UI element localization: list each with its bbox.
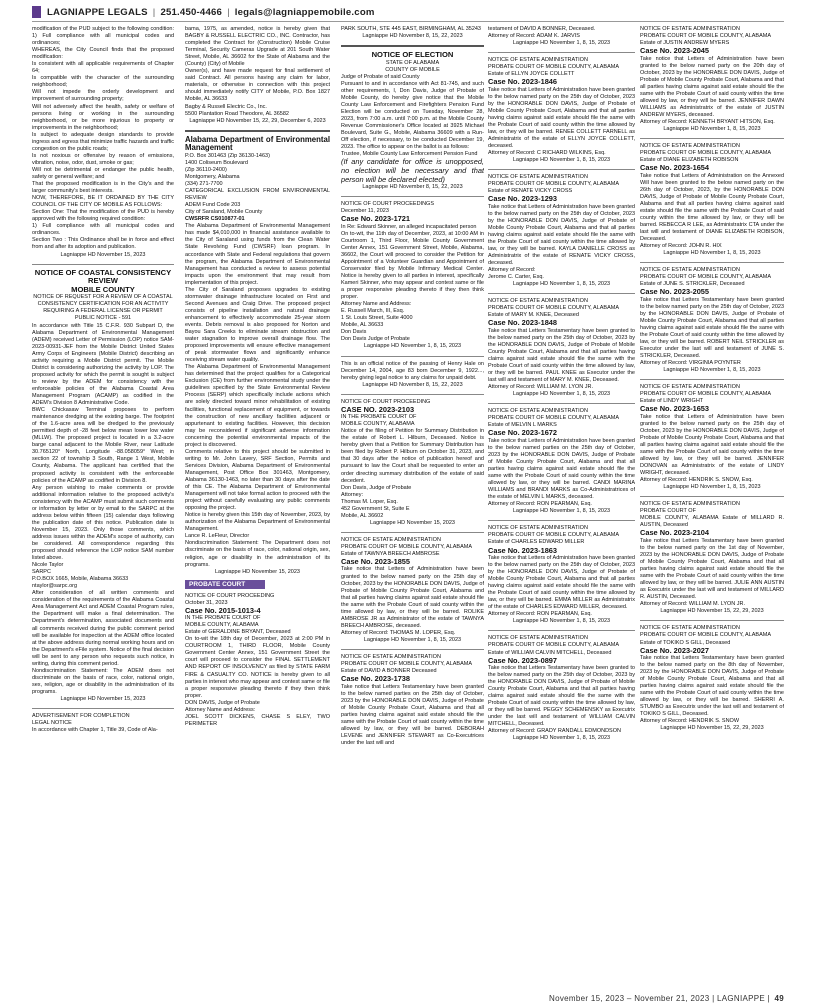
notice-text: December 11, 2023 — [341, 208, 389, 215]
notice-text: Don Davis Judge of Probate — [341, 336, 410, 343]
publication-line: Lagniappe HD November 1, 8, 15, 2023 — [512, 40, 611, 47]
page-header — [32, 4, 784, 20]
notice-divider — [341, 532, 484, 533]
case-number: CASE NO. 2023-2103 — [341, 404, 415, 414]
notice-text: DON DAVIS, Judge of Probate — [185, 699, 260, 706]
notice-text: (Zip 36110-2400) — [185, 166, 227, 173]
notice-text: Estate of LINDY WRIGHT — [640, 398, 704, 405]
notice-text: Estate of WILLIAM CALVIN MITCHELL, Deceased — [488, 649, 612, 656]
notice-subheading: COUNTY OF MOBILE — [385, 66, 440, 73]
notice-subheading: NOTICE OF REQUEST FOR A REVIEW OF A COASTAL CONSISTENCY CERTIFICATION FOR AN ACTIVITY REQUIRING A FEDERAL LICENSE OR PERMIT — [33, 294, 173, 315]
notice-text: Is subject to adequate design standards to provide ingress and egress that minimize traffic hazards and traffic congestion on the public roads; — [32, 131, 174, 152]
publication-line: Lagniappe HD November 1, 8, 15, 2023 — [512, 157, 611, 164]
notice-text: Take notice that Letters of Administration have been granted to the below named party on the 25th day of October, 2023 by the HONORABLE DON DAVIS, Judge of Probate of Mobile County Probate Court, Alabama and that all parties having claims against said estate should file the same with the Probate Court of said county within the time allowed by law, or they will be barred. RENEE COLLETT FARNELL as Administratrix of the estate of ELLYN JOYCE COLLETT, deceased. — [488, 86, 635, 150]
publication-line: Lagniappe HD November 1, 8, 15, 2023 — [512, 508, 611, 515]
header-rule — [32, 21, 784, 22]
notice-text: PROBATE COURT OF MOBILE COUNTY, ALABAMA — [640, 391, 772, 398]
publication-line: Lagniappe HD November 15, 2023 — [60, 696, 146, 702]
notice-divider — [32, 708, 174, 709]
notice-text: Attorney of Record: GRADY RANDALL EDMONDSON — [488, 728, 621, 735]
notice-text: Attorney of Record: WILLIAM M. LYON JR. — [640, 601, 746, 608]
notice-text: NOTICE OF ESTATE ADMINISTRATION — [640, 26, 740, 32]
notice-text: After consideration of all written comments and consideration of the requirements of the Alabama Coastal Area Management Act and ADEM Coastal Program rules, the Department will make a final determination. The Department's determination, associated documents and all comments received during the public comment period will be available for inspection at the ADEM office located at the above address during normal working hours and on the Department's eFile system. Notice of the final decision will be sent to any person who requests such notice, in writing, during this comment period. — [32, 590, 174, 667]
publication-line: Lagniappe HD November 1, 8, 15, 2023 — [363, 343, 462, 350]
notice-divider — [640, 620, 784, 621]
notice-divider — [32, 264, 174, 265]
notice-text: NOTICE OF COURT PROCEEDINGS — [341, 201, 435, 208]
notice-text: This is an official notice of the passing of Henry Hale on December 14, 2004, age 83 born December 9, 1922..., hereby giving legal notice to any claims for unpaid debt. — [341, 360, 484, 381]
notice-divider — [488, 52, 635, 53]
notice-text: (334) 271-7700 — [185, 181, 223, 188]
case-number: Case No. 2023-2055 — [640, 287, 710, 297]
notice-text: Lance R. LeFleur, Director — [185, 533, 250, 540]
notice-text: Attorney of Record: ADAM K. JARVIS — [488, 33, 580, 40]
notice-divider — [640, 496, 784, 497]
notice-text: Owner(s), and have made request for final settlement of said Contract. All persons having any claim for labor, materials, or otherwise in connection with this project should immediately notify CITY of Mobile, P.O. Box 1827 Mobile, AL 36633 — [185, 68, 330, 103]
notice-text: Attorney of Record: VIRGINIA POYNTER — [640, 360, 741, 367]
notice-text: NOTICE OF ESTATE ADMINISTRATION — [640, 267, 740, 274]
notice-heading: NOTICE OF COASTAL CONSISTENCY REVIEW — [34, 267, 172, 286]
notice-divider — [185, 130, 330, 132]
phone-number[interactable]: 251.450-4466 — [160, 6, 223, 18]
notice-text: Estate of DAVID A BONNER Deceased — [341, 668, 437, 675]
notice-text: City of Saraland, Mobile County — [185, 209, 263, 216]
notice-text: Trustee, Mobile County Law Enforcement Pension Fund — [341, 151, 478, 158]
notice-text: Estate of TOKIKO S GILL, Deceased — [640, 639, 731, 646]
notice-text: Take notice that Letters Testamentary have been granted to the below named party on the 25th day of October, 2023 by the HONORABLE DON DAVIS, Judge of Probate of Mobile County Probate Court, Alabama and that all parties having claims against said estate should file the same with the Probate Court of said county within the time allowed by law, or they will be barred. ROBERT NEIL STRICKLER as Executor under the last will and testament of JUNE S. STRICKLER, Deceased. — [640, 296, 784, 360]
notice-text: PROBATE COURT OF MOBILE COUNTY, ALABAMA — [488, 532, 620, 539]
notice-text: Attorney of Record: THOMAS M. LOPER, Esq. — [341, 629, 456, 636]
notice-subheading: STATE OF ALABAMA — [385, 59, 440, 66]
notice-text: Will not adversely affect the health, safety or welfare of persons living or working in the surrounding neighborhood, or be more injurious to property or improvements in the neighborhood; — [32, 103, 174, 131]
notice-text: On to-wit the 18th day of December, 2023 at 2:00 PM in COURTROOM 1, THIRD FLOOR, Mobile County Government Center Annex, 151 Government Street the court will proceed to consider the FINAL SETTLEMENT AND REPORT OF INSOLVENCY as filed by STATE FARM FIRE & CASUALTY CO. NOTICE is hereby given to all parties in interest who may appear and contest same or file a proper responsive pleading thereto if they then think proper. — [185, 636, 330, 699]
footer-publication: LAGNIAPPE — [717, 994, 766, 1003]
notice-code: CWSRFR CS010877-01 — [185, 216, 245, 223]
notice-heading: NOTICE OF ELECTION — [371, 50, 454, 60]
case-number: Case No. 2015-1013-4 — [185, 605, 261, 615]
notice-text: 1) Full compliance with all municipal codes and ordinances. — [32, 223, 174, 237]
header-color-block — [32, 6, 41, 18]
publication-line: Lagniappe HD November 1, 8, 15, 2023 — [363, 636, 462, 643]
column-1 — [32, 26, 174, 986]
notice-text: LEGAL NOTICE — [32, 720, 72, 727]
notice-text: NOTICE OF ESTATE ADMINISTRATION — [488, 635, 588, 642]
notice-text: Nondiscrimination Statement: The Department does not discriminate on the basis of race, color, national origin, sex, religion, age or disability in the administration of its programs. — [185, 540, 330, 568]
publication-line: Lagniappe HD November 8, 15, 22, 2023 — [362, 33, 463, 40]
case-number: Case No. 2023-1855 — [341, 557, 411, 567]
publication-line: Lagniappe HD November 1, 8, 15, 2023 — [512, 281, 611, 288]
notice-text: Attorney Name and Address: — [185, 706, 256, 713]
notice-text: PROBATE COURT OF MOBILE COUNTY, ALABAMA — [341, 543, 473, 550]
case-number: Case No. 2023-1654 — [640, 163, 710, 173]
notice-text: The Alabama Department of Environmental Management has determined that the project qualifies for a Categorical Exclusion (CE) from further environmental study under the guidelines specified by the State Environmental Review Process (SERP) which specifically include actions which are solely directed toward minor rehabilitation of existing facilities, functional replacement of equipment, or towards the construction of new ancillary facilities adjacent or appurtenant to existing facilities. However, this decision may be reconsidered if significant adverse information concerning the potential environmental impacts of the project is discovered. — [185, 364, 330, 448]
notice-text: NOTICE OF ESTATE ADMINISTRATION — [488, 525, 588, 532]
notice-text: Attorney of Record: C RICHARD WILKINS, Esq. — [488, 150, 606, 157]
notice-text: In Re: Edward Skinner, an alleged incapacitated person — [341, 223, 477, 230]
notice-text: ntaylor@sarpc.org — [32, 583, 78, 590]
notice-text: Attorney of Record: WILLIAM M. LYON JR. — [488, 384, 594, 391]
notice-text: In accordance with Chapter 1, Title 39, Code of Ala- — [32, 727, 158, 734]
notice-text: In accordance with Title 15 C.F.R. 930 Subpart D, the Alabama Department of Environmental Management (ADEM) received Letter of Permission (LOP) notice SAM-2023-00931-JEF from the Mobile District United States Army Corps of Engineers (Mobile District) describing an activity requiring a Mobile District permit. The Mobile District is considering authorizing the activity by LOP. The proposed activity for which the permit is sought is subject to review by the ADEM for consistency with the enforceable policies of the Alabama Coastal Area Management Program (ACAMP) as codified in the ADEM's Division 8 Administrative Code. — [32, 322, 174, 407]
notice-text: Attorney of Record: JOHN R. HIX — [640, 243, 722, 250]
notice-text: NOTICE OF ESTATE ADMINISTRATION — [488, 408, 588, 415]
publication-line: Lagniappe HD November 1, 8, 15, 2023 — [663, 367, 761, 374]
notice-text: modification of the PUD subject to the following condition: 1) Full compliance with all municipal codes and ordinances; — [32, 26, 174, 47]
notice-text: Any person wishing to make comments or provide additional information relative to the proposed activity's consistency with the ACAMP must submit such comments or information by letter or by email to the SARPC at the address below within fifteen (15) calendar days following the publication date of this notice. Publication date is November 15, 2023. Only those comments, which address issues within the ADEM's scope of authority, can be considered. All correspondence regarding this proposed should reference the LOP notice SAM number listed above. — [32, 484, 174, 562]
notice-text: Thomas M. Loper, Esq. — [341, 498, 398, 505]
case-number: Case No. 2023-1863 — [488, 545, 558, 555]
case-number: Case No. 2023-1721 — [341, 214, 411, 224]
publication-line: Lagniappe HD November 1, 8, 15, 2023 — [663, 250, 761, 257]
notice-text: PROBATE COURT OF MOBILE COUNTY, ALABAMA — [488, 64, 620, 71]
publication-line: Lagniappe HD November 8, 15, 22, 2023 — [362, 381, 463, 388]
notice-text: NOW, THEREFORE, BE IT ORDAINED BY THE CITY COUNCIL OF THE CITY OF MOBILE AS FOLLOWS: — [32, 195, 174, 209]
notice-text: Don Davis — [341, 329, 367, 336]
publication-line: Lagniappe HD November 15, 22, 29, December 6, 2023 — [189, 117, 326, 124]
notice-text: E. Russell March, III, Esq. — [341, 308, 405, 315]
notice-text: IN THE PROBATE COURT OF — [341, 414, 417, 421]
notice-text: Will not impede the orderly development and improvement of surrounding property; — [32, 89, 174, 103]
notice-text: Notice is hereby given this 15th day of November, 2023, by authorization of the Alabama Department of Environmental Management. — [185, 512, 330, 533]
case-number: Case No. 2023-2027 — [640, 645, 710, 655]
section-banner: PROBATE COURT — [185, 580, 265, 589]
case-number: Case No. 2023-2104 — [640, 528, 710, 538]
notice-subheading: PUBLIC NOTICE - 591 — [74, 315, 132, 322]
notice-text: Take notice that Letters of Administration have been granted to the below named party on the 25th day of October, 2023 by the HONORABLE DON DAVIS, Judge of Probate of Mobile County Probate Court, Alabama and that all parties having claims against said estate should file the same with the Probate Court of said county within the time allowed by law, or they will be barred. EMMA MILLER as Administratrix of the estate of CHARLES EDWARD MILLER, deceased. — [488, 554, 635, 611]
publication-line: Lagniappe HD November 15, 22, 29, 2023 — [660, 608, 764, 615]
notice-text: Take notice that Letters Testamentary have been granted to the below named parties on the 25th day of October, 2023 by the HONORABLE DON DAVIS, Judge of Probate of Mobile County Probate Court, Alabama and that all parties having claims against said estate should file the same with the Probate Court of said county within the time allowed by law, or they will be barred. DEBORAH LEVENE and JENNIFER STEWART as Co-Executrices under the last will and — [341, 683, 484, 746]
notice-divider — [640, 379, 784, 380]
publication-line: Lagniappe HD November 1, 8, 15, 2023 — [663, 126, 761, 133]
notice-text: Jerome C. Carter, Esq. — [488, 274, 544, 281]
notice-text: Estate of JUSTIN ANDREW MYERS — [640, 40, 730, 47]
notice-text: Attorney: — [341, 491, 364, 498]
notice-text: PROBATE COURT OF MOBILE COUNTY, ALABAMA — [341, 661, 473, 668]
notice-divider — [488, 520, 635, 521]
notice-text: ADEM Fund Code 203 — [185, 202, 241, 209]
notice-divider — [341, 45, 484, 47]
footer-dates: November 15, 2023 – November 21, 2023 — [549, 994, 710, 1003]
notice-divider — [640, 138, 784, 139]
notice-text: PROBATE COURT OF MOBILE COUNTY, ALABAMA — [640, 632, 772, 639]
notice-text: Take notice that Letters of Administration on the Annexed Will have been granted to the below named party on the 26th day of October, 2023, by the HONORABLE DON DAVIS, Judge of Probate of Mobile County Probate Court, Alabama and that all parties having claims against said estate should file the same with the Probate Court of said county within the time allowed by law, or they will be barred. REBECCA R LEE, as Administratrix CTA under the last will and testament of DIANE ELIZABETH ROBISON, Deceased. — [640, 172, 784, 243]
notice-text: MOBILE COUNTY, ALABAMA — [185, 622, 259, 629]
email-address[interactable]: legals@lagniappemobile.com — [234, 6, 375, 18]
notice-text: NOTICE OF ESTATE ADMINISTRATION — [640, 501, 740, 508]
notice-text: Estate of RENATE VICKY CROSS — [488, 188, 573, 195]
notice-text: P.O. Box 301463 (Zip 36130-1463) — [185, 152, 270, 159]
notice-heading: MOBILE COUNTY — [71, 284, 135, 294]
publication-line: Lagniappe HD November 8, 15, 22, 2023 — [362, 184, 463, 191]
notice-text: Section Two : This Ordinance shall be in force and effect from and after its adoption and publication. — [32, 237, 174, 251]
case-number: Case No. 2023-1848 — [488, 318, 558, 328]
case-number: Case No. 2023-1293 — [488, 194, 558, 204]
page-number: 49 — [774, 994, 784, 1003]
notice-text: Attorney Name and Address: — [341, 301, 412, 308]
case-number: Case No. 2023-1738 — [341, 674, 411, 684]
notice-text: Attorney of Record: RON PEARMAN, Esq. — [488, 611, 592, 618]
notice-text: NOTICE OF ESTATE ADMINISTRATION — [341, 536, 441, 543]
case-number: Case No. 2023-0897 — [488, 655, 558, 665]
case-number: Case No. 2023-1672 — [488, 428, 558, 438]
notice-text: Take notice that Letters of Administration have been granted to the below named party on the 20th day of October, 2023 by the HONORABLE DON DAVIS, Judge of Probate of Mobile County Probate Court, Alabama and that all parties having claims against said estate should file the same with the Probate Court of said county within the time allowed by law, or they will be barred. JENNIFER DAWN WILLIAMS as Administratrix of the estate of JUSTIN ANDREW MYERS, deceased. — [640, 55, 784, 118]
case-number: Case No. 2023-1653 — [640, 404, 710, 414]
notice-text: Estate of DIANE ELIZABETH ROBISON — [640, 157, 739, 164]
publication-name: LAGNIAPPE LEGALS — [47, 6, 148, 18]
notice-text: PROBATE COURT OF MOBILE COUNTY, ALABAMA — [488, 642, 620, 649]
publication-line: Lagniappe HD November 15, 2023 — [214, 568, 300, 575]
notice-text: PROBATE COURT OF — [640, 508, 696, 515]
notice-text: NOTICE OF ESTATE ADMINISTRATION — [488, 57, 588, 64]
notice-text: Take notice that Letters of Administration have been granted to the below named parties on the 25th day of October, 2023 by the HONORABLE DON DAVIS, Judge of Probate of Mobile County Probate Court, Alabama and that all parties having claims against said estate should file the same with the Probate Court of said county within the time allowed by law, or they will be barred. CANDI MARINA WILLIAMS and BRANDI MARKS as Co-Administratrices of the estate of MELVIN L MARKS, deceased. — [488, 437, 635, 501]
publication-line: Lagniappe HD November 1, 8, 15, 2023 — [512, 391, 611, 398]
notice-text: PARK SOUTH, STE 445 EAST, BIRMINGHAM, AL 35243 — [341, 26, 481, 32]
publication-line: Lagniappe HD November 15, 2023 — [60, 251, 146, 258]
notice-divider — [341, 196, 484, 197]
notice-text: Mobile, AL 36602 — [341, 512, 384, 519]
notice-text: NOTICE OF ESTATE ADMINISTRATION — [640, 143, 740, 150]
notice-text: NOTICE OF ESTATE ADMINISTRATION — [640, 384, 740, 391]
notice-text: 452 Government St, Suite E — [341, 505, 410, 512]
notice-text: Attorney of Record: — [488, 267, 536, 274]
notice-text: SARPC — [32, 569, 51, 576]
notice-text: Attorney of Record: HENDRIK S. SNOW, Esq. — [640, 477, 753, 484]
notice-text: NOTICE OF ESTATE ADMINISTRATION — [640, 625, 740, 632]
notice-text: Don Davis, Judge of Probate — [341, 484, 412, 491]
publication-line: Lagniappe HD November 1, 8, 15, 2023 — [663, 484, 761, 491]
case-number: Case No. 2023-1846 — [488, 77, 558, 87]
publication-line: Lagniappe HD November 15, 22, 29, 2023 — [660, 725, 764, 732]
column-5 — [640, 26, 784, 986]
notice-text: That the proposed modification is in the City's and the larger community's best interests. — [32, 181, 174, 195]
notice-text: Attorney of Record: HENDRIK S. SNOW — [640, 718, 740, 725]
notice-text: The City of Saraland proposes upgrades to existing stormwater drainage infrastructure located on First and Second Avenues and Craig Drive. The proposed project consists of pipeline installation and natural drainage enhancement to effectively accommodate 25-year storm events. Debris removal is also proposed for Norton and Bayou Sara Creeks to eliminate stream obstruction and water stagnation to improve overall drainage flow. The proposed improvements will ensure effective management of peak stormwater flows and significantly enhance receiving stream water quality. — [185, 286, 330, 364]
notice-text: BWC Chickasaw Terminal proposes to perform maintenance dredging at the existing barge. The footprint of the 1.6-acre area will be dredged to the previously permitted depth of -28 feet below mean lower low water (MLLW). The proposed project is located in a 3.2-acre barge canal adjacent to the Mobile River, near Latitude 30.765120° North, Longitude -88.058059° West; in section 22 of township 3 South, Range 1 West, Mobile County, Alabama. The applicant has certified that the proposed activity is consistent with the enforceable policies of the ACAMP as codified in Division 8. — [32, 407, 174, 484]
notice-text: IN THE PROBATE COURT OF — [185, 615, 261, 622]
column-4 — [488, 26, 635, 986]
notice-text: PROBATE COURT OF MOBILE COUNTY, ALABAMA — [488, 305, 620, 312]
notice-text: Estate of JUNE S. STRICKLER, Deceased — [640, 281, 745, 288]
notice-text: Take notice that Letters Testamentary have been granted to the below named party on the 25th day of October, 2023 by the HONORABLE DON DAVIS, Judge of Probate of Mobile County Probate Court, Alabama and that all parties having claims against said estate should file the same with the Probate Court of said county within the time allowed by law, or they will be barred. PAUL KNEE as Executor under the last will and testament of MARY M. KNEE, Deceased. — [488, 327, 635, 384]
notice-divider — [488, 293, 635, 294]
agency-name: Alabama Department of Environmental Management — [185, 134, 330, 153]
notice-text: ADVERTISEMENT FOR COMPLETION — [32, 713, 130, 720]
notice-text: Bagby & Russell Electric Co., Inc. — [185, 103, 267, 110]
notice-text: MOBILE COUNTY, ALABAMA — [341, 421, 415, 428]
notice-divider — [488, 403, 635, 404]
notice-text: Estate of MELVIN L MARKS — [488, 422, 557, 429]
notice-text: On to-wit, the 11th day of December, 2023, at 10:00 AM in Courtroom 1, Third Floor, Mobile County Government Center Annex, 151 Government Street, Mobile, Alabama, 36602, the Court will proceed to consider the Petition for Appointment of a Volunteer Guardian and Appointment of Conservator filed by Mobile Infirmary Medical Center. Notice is hereby given to all parties in interest, specifically Kameri Skinner, who may appear and contest same or file a proper responsive pleading thereto if they then think proper. — [341, 230, 484, 301]
notice-text: Estate of CHARLES EDWARD MILLER — [488, 539, 585, 546]
notice-divider — [341, 649, 484, 650]
notice-text: Take notice that Letters of Administration have been granted to the below named party on the 25th day of October, 2023 by the HONORABLE DON DAVIS, Judge of Probate of Mobile County Probate Court, Alabama and that all parties having claims against said estate should file the same with the Probate Court of said county within the time allowed by law, or they will be barred. KAYLA DANIELLE CROSS as Administratrix of the estate of RENATE VICKY CROSS, deceased. — [488, 203, 635, 267]
notice-text: Section One: That the modification of the PUD is hereby approved with the following required condition: — [32, 209, 174, 223]
notice-text: bama, 1975, as amended, notice is hereby given that BAGBY & RUSSELL ELECTRIC CO., INC. Contractor, has completed the Contract for (Construction) Mobile Cruise Terminal, Security Cameras Upgrade at 201 South Water Street, Mobile, AL 36602 for the State of Alabama and the (County) (City) of Mobile — [185, 26, 330, 68]
notice-text: NOTICE OF ESTATE ADMINISTRATION — [488, 174, 588, 181]
notice-text: PROBATE COURT OF MOBILE COUNTY, ALABAMA — [488, 181, 620, 188]
notice-text: Attorney of Record: RON PEARMAN, Esq. — [488, 501, 592, 508]
notice-text: Take notice that Letters of Administration have been granted to the below named party on the 25th day of October, 2023 by the HONORABLE DON DAVIS, Judge of Probate of Mobile County Probate Court, Alabama and that all parties having claims against said estate should file the same with the Probate Court of said county within the time allowed by law, or they will be barred. ROLIKE AMBROSE JR as Administrator of the estate of TAWNYA BREECH AMBROSE, deceased. — [341, 566, 484, 629]
notice-text: Take notice that Letters of Administration have been granted to the below named party on the 25th day of October, 2023 by the HONORABLE DON DAVIS, Judge of Probate of Mobile County Probate Court, Alabama and that all parties having claims against said estate should file the same with the Probate Court of said county within the time allowed by law, or they will be barred. JENNIFER DONOVAN as Administratrix of the estate of LINDY WRIGHT, deceased. — [640, 413, 784, 477]
publication-line: Lagniappe HD November 15, 2023 — [369, 519, 455, 526]
notice-text: Take notice that Letters Testamentary have been granted to the below named party on the 1st day of November, 2023 by the HONORABLE DON DAVIS, Judge of Probate of Mobile County Probate Court, Alabama and that all parties having claims against said estate should file the same with the Probate Court of said county within the time allowed by law, or they will be barred. JULIE ANN AUSTIN as Executrix under the last will and testament of MILLARD R. AUSTIN, Deceased. — [640, 537, 784, 601]
notice-italic-note: (If any candidate for office is unopposed, no election will be necessary and that person will be declared elected) — [341, 157, 484, 184]
notice-divider — [488, 169, 635, 170]
notice-text: MOBILE COUNTY, ALABAMA Estate of MILLARD R. AUSTIN, Deceased — [640, 515, 784, 529]
notice-divider — [341, 356, 484, 357]
notice-text: WHEREAS, the City Council finds that the proposed modification: — [32, 47, 174, 61]
notice-text: PROBATE COURT OF MOBILE COUNTY, ALABAMA — [488, 415, 620, 422]
notice-text: Estate of ELLYN JOYCE COLLETT — [488, 71, 575, 78]
notice-text: Judge of Probate of said County — [341, 73, 420, 80]
notice-text: PROBATE COURT OF MOBILE COUNTY, ALABAMA — [640, 274, 772, 281]
notice-text: NOTICE OF ESTATE ADMINISTRATION — [341, 653, 441, 660]
notice-text: PROBATE COURT OF MOBILE COUNTY, ALABAMA — [640, 150, 772, 157]
notice-text: Take notice that Letters Testamentary have been granted to the below named party on the 25th day of October, 2023 by the HONORABLE DON DAVIS, Judge of Probate of Mobile County Probate Court, Alabama and that all parties having claims against said estate should file the same with the Probate Court of said county within the time allowed by law, or they will be barred. PEGGY SCHEMENSKY as Executrix under the last will and testament of WILLIAM CALVIN MITCHELL, Deceased. — [488, 664, 635, 728]
notice-text: CATEGORICAL EXCLUSION FROM ENVIRONMENTAL REVIEW — [185, 188, 330, 202]
notice-text: JOEL SCOTT DICKENS, CHASE S ELEY, TWO PERIMETER — [185, 713, 330, 727]
notice-text: Is not noxious or offensive by reason of emissions, vibration, noise, odor, dust, smoke or gas; — [32, 152, 174, 166]
notice-text: Attorney of Record: KENNETH BRYANT HITSON, Esq. — [640, 118, 775, 125]
notice-text: Pursuant to and in accordance with Act 81-745, and such other requirements, I, Don Davis, Judge of Probate of Mobile County, do hereby give notice that the Mobile County Law Enforcement and Firefighters Pension Fund Election will be conducted on Tuesday, November 28, 2023, from 7:00 a.m. until 7:00 p.m. at the Mobile County Revenue Commissioner's Office located at 3925 Michael Boulevard, Suite G., Mobile, Alabama 36609 with a Run-Off election, if necessary, to be conducted December 19, 2023. The office to appear on the ballot is as follows: — [341, 80, 484, 151]
notice-text: Take notice that Letters Testamentary have been granted to the below named party on the 8th day of November, 2023 by the HONORABLE DON DAVIS, Judge of Probate of Mobile County Probate Court, Alabama and that all parties having claims against said estate should file the same with the Probate Court of said county within the time allowed by law, or they will be barred. SHERRI A. STUMBO as Executrix under the last will and testament of TOKIKO S GILL, Deceased. — [640, 654, 784, 718]
notice-text: Notice of the filing of Petition for Summary Distribution in the estate of Robert L. Hilburn, Deceased. Notice is hereby given that a Petition for Summary Distribution has been filed by Robert P. Hilburn on October 31, 2023, and that 30 days after the notice of publication hereof and pursuant to law the Court shall be requested to enter an order directing summary distribution of the estate of said decedent. — [341, 428, 484, 484]
case-number: Case No. 2023-2045 — [640, 46, 710, 56]
publication-line: Lagniappe HD November 1, 8, 15, 2023 — [512, 735, 611, 742]
column-3 — [341, 26, 484, 986]
notice-text: Estate of MARY M. KNEE, Deceased — [488, 312, 579, 319]
notice-text: P.O.BOX 1665, Mobile, Alabama 36633 — [32, 576, 129, 583]
publication-line: Lagniappe HD November 1, 8, 15, 2023 — [512, 618, 611, 625]
notice-text: Nicole Taylor — [32, 562, 64, 569]
notice-text: testament of DAVID A BONNER, Deceased. — [488, 26, 596, 32]
notice-text: Comments relative to this project should be submitted in writing to Mr. John Lavery, SRF Section, Permits and Services Division, Alabama Department of Environmental Management, Post Office Box 301463, Montgomery, Alabama 36130-1463, no later than 30 days after the date of this CE. The Alabama Department of Environmental Management will not take formal action to proceed with the project without carefully evaluating any public comments opposing the project. — [185, 448, 330, 512]
notice-text: Is consistent with all applicable requirements of Chapter 64; — [32, 61, 174, 75]
notice-text: PROBATE COURT OF MOBILE COUNTY, ALABAMA — [640, 33, 772, 40]
notice-text: Will not be detrimental or endanger the public health, safety or general welfare; and — [32, 166, 174, 180]
notice-text: Montgomery, Alabama — [185, 173, 240, 180]
notice-text: October 31, 2023 — [185, 599, 228, 606]
notice-text: Estate of TAWNYA BREECH AMBROSE — [341, 551, 440, 557]
notice-text: NOTICE OF COURT PROCEEDING — [185, 592, 275, 599]
notice-text: The Alabama Department of Environmental Management has made $4,010,000 in financial assistance available to the City of Saraland using funds from the Clean Water State Revolving Fund (CWSRF) loan program. In accordance with State and Federal regulations that govern the program, the Alabama Department of Environmental Management has conducted a review to assess potential impacts upon the environment that may result from implementation of this project. — [185, 223, 330, 286]
notice-divider — [640, 262, 784, 263]
column-2 — [185, 26, 330, 986]
notice-text: NOTICE OF COURT PROCEEDING — [341, 398, 431, 405]
notice-text: Mobile, AL 36633 — [341, 322, 384, 329]
notice-divider — [341, 394, 484, 395]
notice-text: Is compatible with the character of the surrounding neighborhood; — [32, 75, 174, 89]
page-footer: November 15, 2023 – November 21, 2023 | LAGNIAPPE | 49 — [549, 994, 784, 1003]
notice-text: 1400 Coliseum Boulevard — [185, 159, 248, 166]
notice-text: NOTICE OF ESTATE ADMINISTRATION — [488, 298, 588, 305]
notice-text: 5500 Plantation Road Theodore, AL 36582 — [185, 110, 289, 117]
notice-divider — [488, 630, 635, 631]
header-text: LAGNIAPPE LEGALS | 251.450-4466 | legals@lagniappemobile.com — [47, 6, 375, 18]
notice-text: Nondiscrimination Statement: The ADEM does not discriminate on the basis of race, color, national origin, sex, religion, age or disability in the administration of its programs. — [32, 667, 174, 695]
notice-text: Estate of GERALDINE BRYANT, Deceased — [185, 629, 291, 636]
legal-notices-columns — [32, 26, 784, 986]
notice-text: 1 St. Louis Street, Suite 4000 — [341, 315, 413, 322]
